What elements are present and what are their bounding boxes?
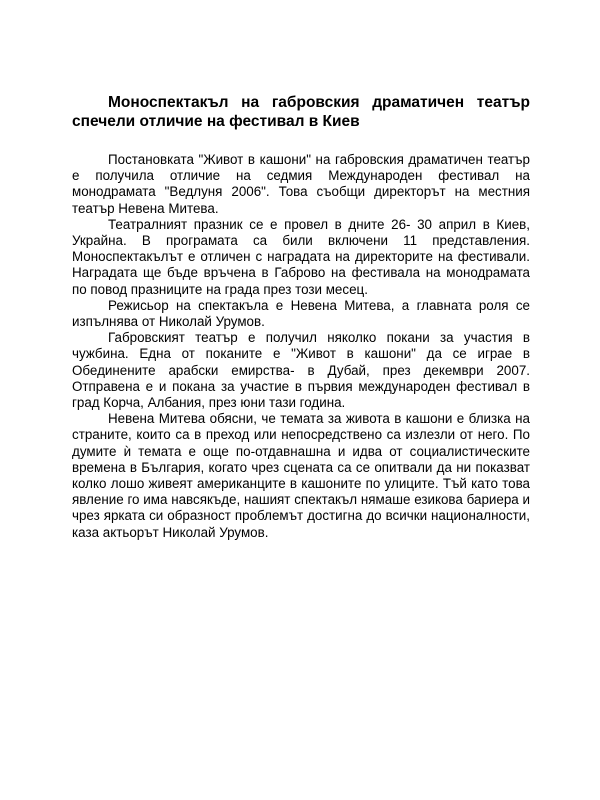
article-body: [72, 152, 530, 541]
paragraph: Невена Митева обясни, че темата за живота в кашони е близка на страните, които са в преход или непосредствено са излезли от него. По думите ѝ темата е още по-отдавнашна и идва от социалистическите времена в България, когато чрез сцената са се опитвали да ни показват колко лошо живеят американците в кашоните по улиците. Тъй като това явление го има навсякъде, нашият спектакъл нямаше езикова бариера и чрез ярката си образност проблемът достигна до всички националности, каза актьорът Николай Урумов.: [72, 411, 530, 540]
paragraph: Театралният празник се е провел в дните 26- 30 април в Киев, Украйна. В програмата са били включени 11 представления. Моноспектакълът е отличен с наградата на директорите на фестивали. Наградата ще бъде връчена в Габрово на фестивала на монодрамата по повод празниците на града през този месец.: [72, 216, 530, 297]
article-title: Моноспектакъл на габровския драматичен театър спечели отличие на фестивал в Киев: [72, 94, 530, 130]
paragraph: Габровският театър е получил няколко покани за участия в чужбина. Една от поканите е "Живот в кашони" да се играе в Обединените арабски емирства- в Дубай, през декември 2007. Отправена е и покана за участие в първия международен фестивал в град Корча, Албания, през юни тази година.: [72, 330, 530, 411]
paragraph: Постановката "Живот в кашони" на габровския драматичен театър е получила отличие на седмия Международен фестивал на монодрамата "Ведлуня 2006". Това съобщи директорът на местния театър Невена Митева.: [72, 152, 530, 216]
paragraph: Режисьор на спектакъла е Невена Митева, а главната роля се изпълнява от Николай Урумов.: [72, 297, 530, 330]
